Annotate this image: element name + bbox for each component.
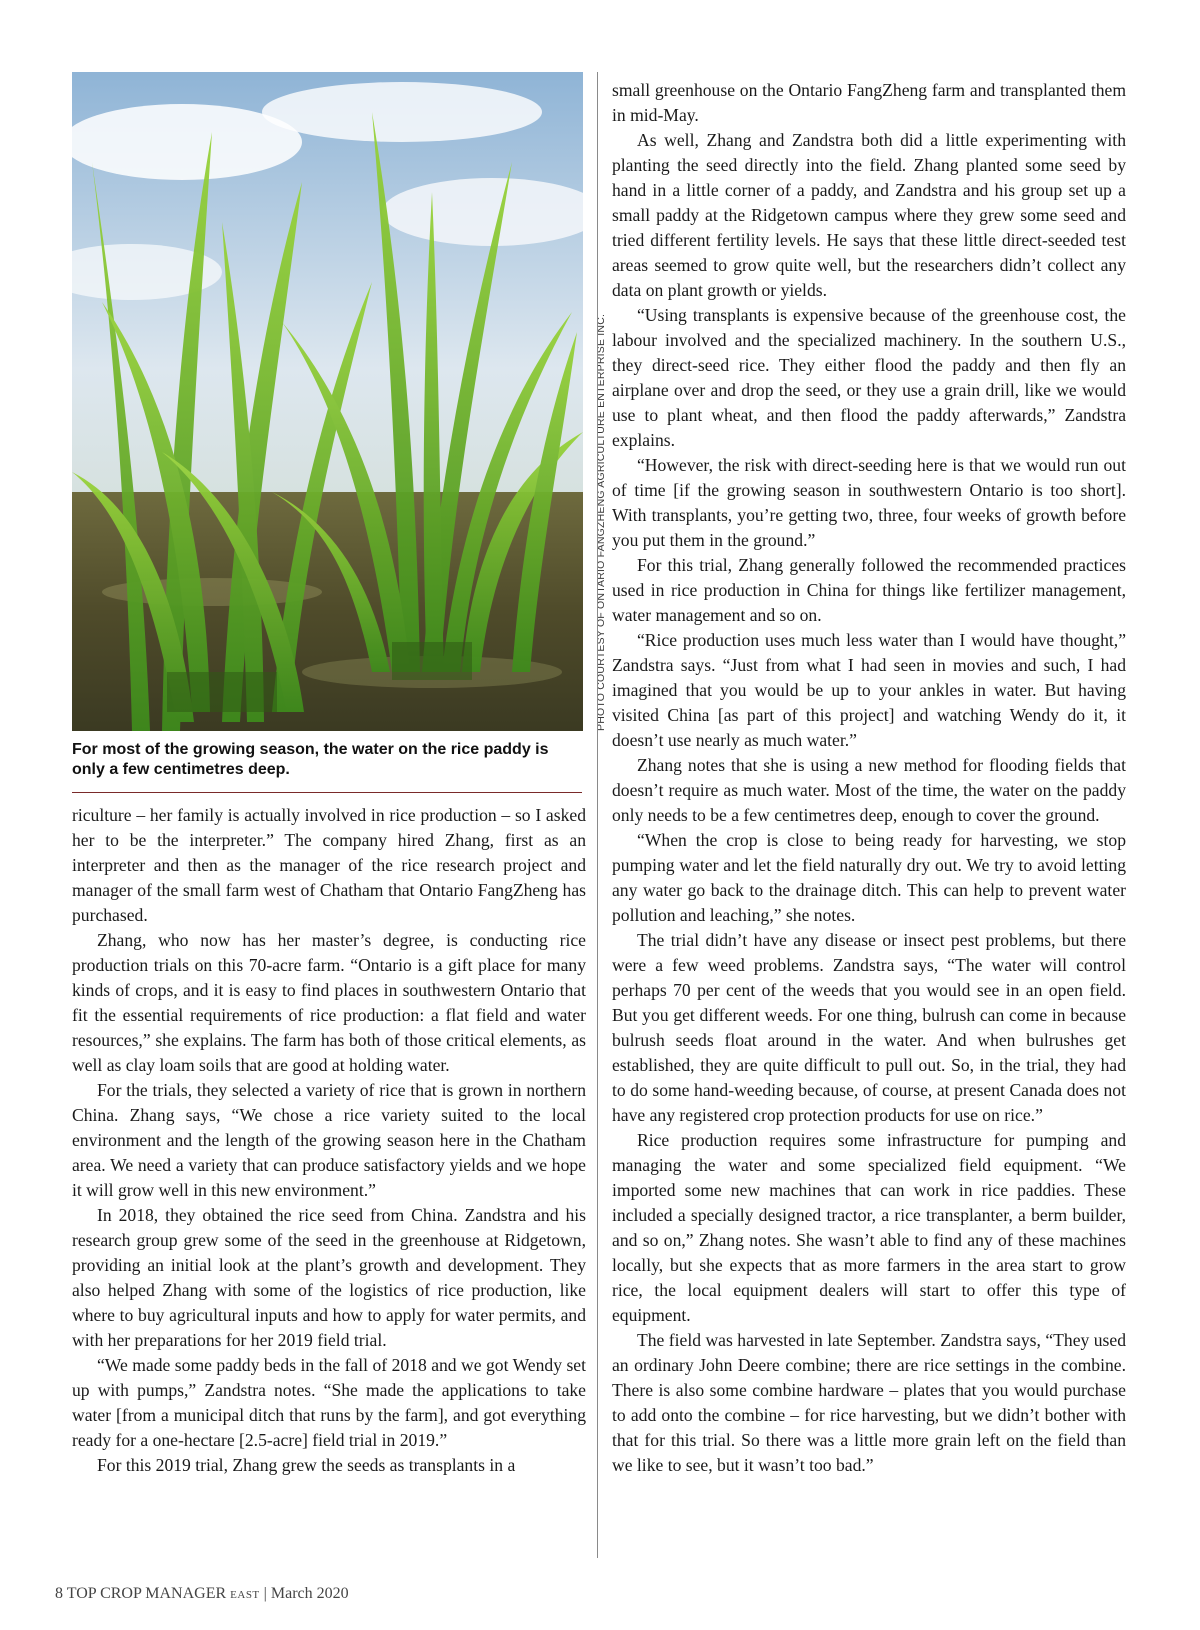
paragraph: Zhang notes that she is using a new method for flooding fields that doesn’t require as much water. Most of the time, the water on the paddy only needs to be a few centimetres deep, enough to cover the ground.: [612, 755, 1126, 825]
paragraph: For this trial, Zhang generally followed the recommended practices used in rice production in China for things like fertilizer management, water management and so on.: [612, 555, 1126, 625]
paragraph: The trial didn’t have any disease or insect pest problems, but there were a few weed problems. Zandstra says, “The water will control perhaps 70 per cent of the weeds that you would see in an open field. But you get different weeds. For one thing, bulrush can come in because bulrush seeds float around in the water. And when bulrushes get established, they are quite difficult to pull out. So, in the trial, they had to do some hand-weeding because, of course, at present Canada does not have any registered crop protection products for use on rice.”: [612, 930, 1126, 1125]
paragraph: “We made some paddy beds in the fall of 2018 and we got Wendy set up with pumps,” Zandstra notes. “She made the applications to take water [from a municipal ditch that runs by the farm], and got everything ready for a one-hectare [2.5-acre] field trial in 2019.”: [72, 1355, 586, 1450]
article-right-column: [612, 78, 1126, 1478]
paragraph: “Rice production uses much less water than I would have thought,” Zandstra says. “Just from what I had seen in movies and such, I had imagined that you would be up to your ankles in water. But having visited China [as part of this project] and watching Wendy do it, it doesn’t use nearly as much water.”: [612, 630, 1126, 750]
paragraph: For the trials, they selected a variety of rice that is grown in northern China. Zhang says, “We chose a rice variety suited to the local environment and the length of the growing season here in the Chatham area. We need a variety that can produce satisfactory yields and we hope it will grow well in this new environment.”: [72, 1080, 586, 1200]
paragraph: “When the crop is close to being ready for harvesting, we stop pumping water and let the field naturally dry out. We try to avoid letting any water go back to the drainage ditch. This can help to prevent water pollution and leaching,” she notes.: [612, 830, 1126, 925]
caption-divider: [72, 792, 582, 793]
issue-date: March 2020: [270, 1585, 349, 1602]
page-footer: [55, 1585, 349, 1603]
photo-credit: [585, 72, 605, 731]
rice-paddy-photo: [72, 72, 583, 731]
photo-caption: For most of the growing season, the water on the rice paddy is only a few centimetres deep.: [72, 741, 549, 778]
footer-separator: |: [263, 1585, 267, 1602]
paragraph: riculture – her family is actually involved in rice production – so I asked her to be the interpreter.” The company hired Zhang, first as an interpreter and then as the manager of the rice research project and manager of the small farm west of Chatham that Ontario FangZheng has purchased.: [72, 805, 586, 925]
photo-credit-text: PHOTO COURTESY OF ONTARIO FANGZHENG AGRICULTURE ENTERPRISE INC.: [595, 313, 607, 731]
paragraph: The field was harvested in late September. Zandstra says, “They used an ordinary John Deere combine; there are rice settings in the combine. There is also some combine hardware – plates that you would purchase to add onto the combine – for rice harvesting, but we didn’t bother with that for this trial. So there was a little more grain left on the field than we like to see, but it wasn’t too bad.”: [612, 1330, 1126, 1475]
paragraph: small greenhouse on the Ontario FangZheng farm and transplanted them in mid-May.: [612, 80, 1126, 125]
paragraph: Zhang, who now has her master’s degree, is conducting rice production trials on this 70-acre farm. “Ontario is a gift place for many kinds of crops, and it is easy to find places in southwestern Ontario that fit the essential requirements of rice production: a flat field and water resources,” she explains. The farm has both of those critical elements, as well as clay loam soils that are good at holding water.: [72, 930, 586, 1075]
paragraph: For this 2019 trial, Zhang grew the seeds as transplants in a: [97, 1455, 516, 1475]
article-left-column: [72, 803, 586, 1478]
page-number: 8: [55, 1585, 63, 1602]
paragraph: “However, the risk with direct-seeding here is that we would run out of time [if the growing season in southwestern Ontario is too short]. With transplants, you’re getting two, three, four weeks of growth before you put them in the ground.”: [612, 455, 1126, 550]
rice-paddy-illustration: [72, 72, 583, 731]
magazine-name: TOP CROP MANAGER: [66, 1585, 227, 1602]
paragraph: In 2018, they obtained the rice seed from China. Zandstra and his research group grew some of the seed in the greenhouse at Ridgetown, providing an initial look at the plant’s growth and development. They also helped Zhang with some of the logistics of rice production, like where to buy agricultural inputs and how to apply for water permits, and with her preparations for her 2019 field trial.: [72, 1205, 586, 1350]
paragraph: “Using transplants is expensive because of the greenhouse cost, the labour involved and the specialized machinery. In the southern U.S., they direct-seed rice. They either flood the paddy and then fly an airplane over and drop the seed, or they use a grain drill, like we would use to plant wheat, and then flood the paddy afterwards,” Zandstra explains.: [612, 305, 1126, 450]
column-divider: [597, 72, 598, 1558]
paragraph: As well, Zhang and Zandstra both did a little experimenting with planting the seed directly into the field. Zhang planted some seed by hand in a little corner of a paddy, and Zandstra and his group set up a small paddy at the Ridgetown campus where they grew some seed and tried different fertility levels. He says that these little direct-seeded test areas seemed to grow quite well, but the researchers didn’t collect any data on plant growth or yields.: [612, 130, 1126, 300]
paragraph: Rice production requires some infrastructure for pumping and managing the water and some specialized field equipment. “We imported some new machines that can work in rice paddies. These included a specially designed tractor, a rice transplanter, a berm builder, and so on,” Zhang notes. She wasn’t able to find any of these machines locally, but she expects that as more farmers in the area start to grow rice, the local equipment dealers will start to offer this type of equipment.: [612, 1130, 1126, 1325]
edition-label: EAST: [230, 1589, 260, 1601]
